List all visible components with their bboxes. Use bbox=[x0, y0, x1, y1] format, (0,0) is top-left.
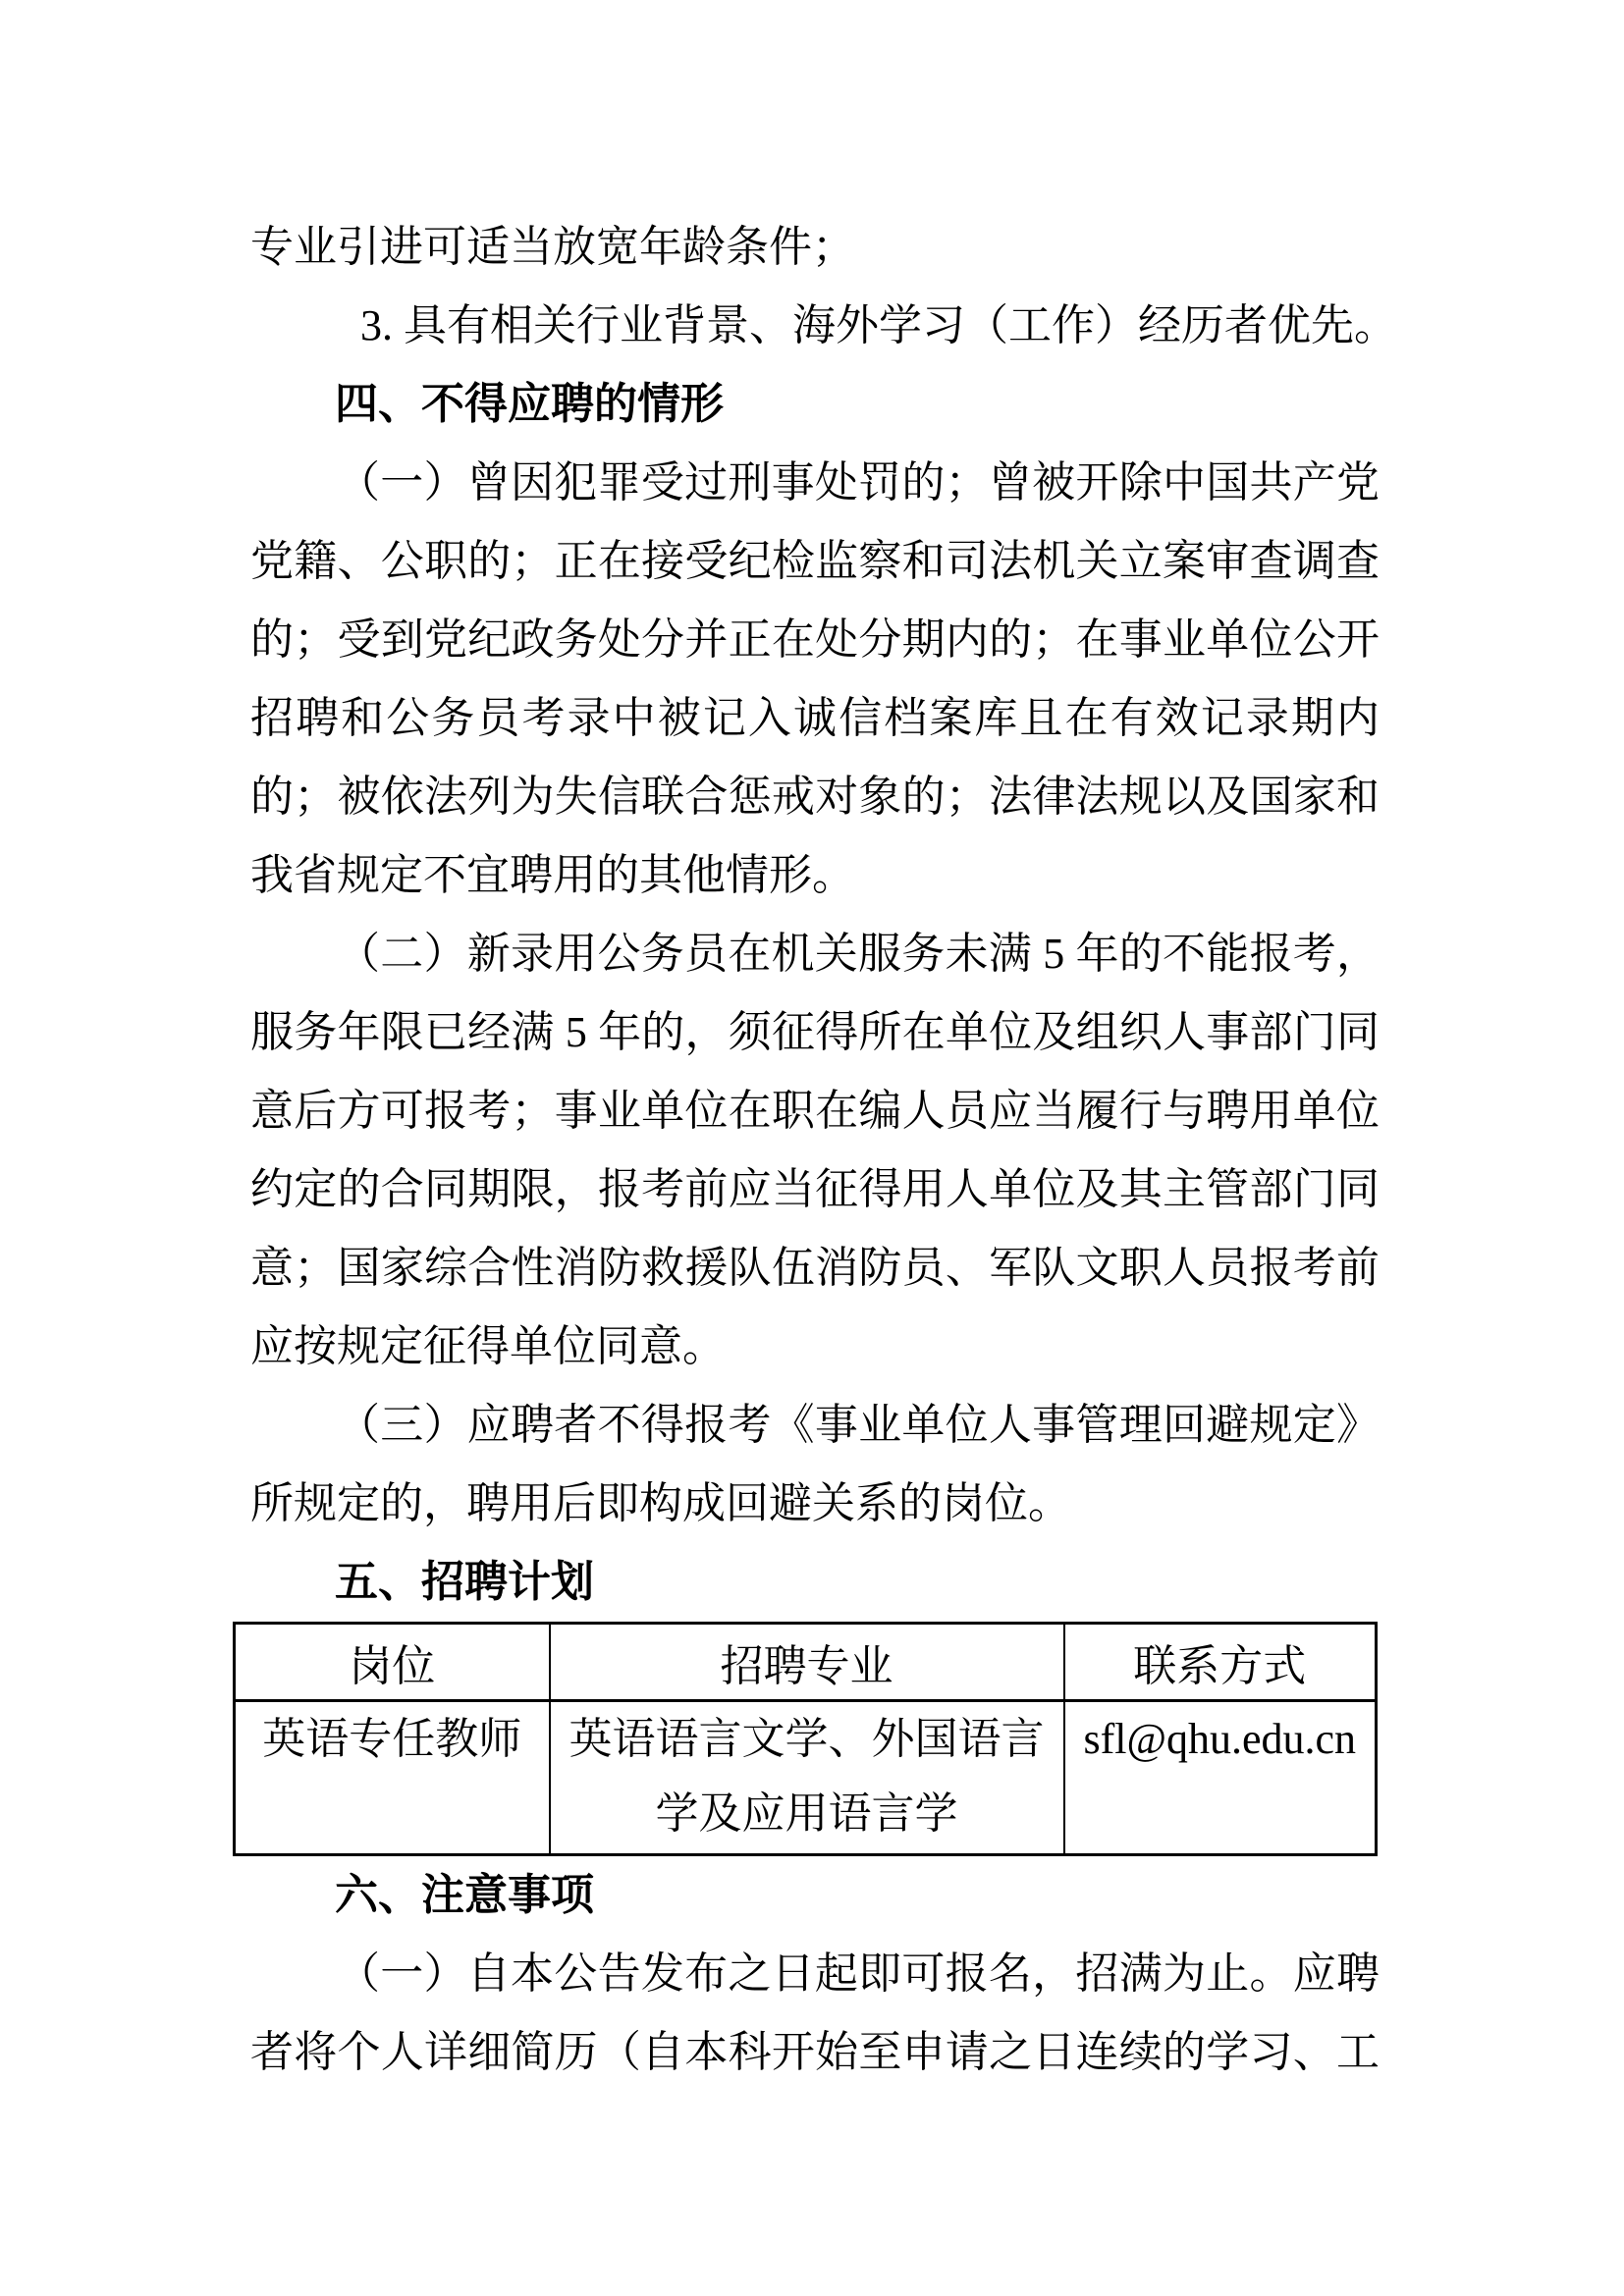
table-header-cell: 招聘专业 bbox=[550, 1624, 1064, 1701]
section-heading: 六、注意事项 bbox=[335, 1871, 594, 1919]
table-cell-line: 英语语言文学、外国语言 bbox=[568, 1715, 1045, 1763]
section-heading: 四、不得应聘的情形 bbox=[335, 380, 724, 428]
table-header-row bbox=[235, 1624, 1377, 1701]
text-line: 意后方可报考；事业单位在职在编人员应当履行与聘用单位 bbox=[250, 1087, 1380, 1135]
table-cell-contact-email bbox=[1064, 1701, 1377, 1855]
table-cell-line: sfl@qhu.edu.cn bbox=[1083, 1715, 1357, 1763]
table-header-cell: 岗位 bbox=[235, 1624, 550, 1701]
text-line: 的；受到党纪政务处分并正在处分期内的；在事业单位公开 bbox=[250, 615, 1380, 664]
text-line: 者将个人详细简历（自本科开始至申请之日连续的学习、工 bbox=[250, 2028, 1380, 2076]
text-line: 专业引进可适当放宽年龄条件； bbox=[250, 223, 855, 271]
table-row bbox=[235, 1701, 1377, 1855]
text-line: 3. 具有相关行业背景、海外学习（工作）经历者优先。 bbox=[360, 301, 1397, 349]
table-header-cell: 联系方式 bbox=[1064, 1624, 1377, 1701]
recruitment-plan-table bbox=[233, 1622, 1378, 1856]
text-line: （一）自本公告发布之日起即可报名，招满为止。应聘 bbox=[337, 1949, 1380, 1998]
text-line: 意；国家综合性消防救援队伍消防员、军队文职人员报考前 bbox=[250, 1244, 1380, 1292]
text-line: （一）曾因犯罪受过刑事处罚的；曾被开除中国共产党 bbox=[337, 458, 1380, 507]
text-line: 招聘和公务员考录中被记入诚信档案库且在有效记录期内 bbox=[250, 694, 1380, 742]
section-heading: 五、招聘计划 bbox=[335, 1558, 594, 1606]
text-line: 我省规定不宜聘用的其他情形。 bbox=[250, 851, 855, 899]
text-line: 党籍、公职的；正在接受纪检监察和司法机关立案审查调查 bbox=[250, 537, 1380, 585]
table-cell-line: 英语专任教师 bbox=[262, 1715, 522, 1763]
table-cell bbox=[235, 1701, 550, 1855]
text-line: （二）新录用公务员在机关服务未满 5 年的不能报考， bbox=[337, 930, 1380, 978]
table-cell bbox=[550, 1701, 1064, 1855]
text-line: 的；被依法列为失信联合惩戒对象的；法律法规以及国家和 bbox=[250, 773, 1380, 821]
table-cell-line: 学及应用语言学 bbox=[655, 1789, 958, 1838]
text-line: 服务年限已经满 5 年的，须征得所在单位及组织人事部门同 bbox=[250, 1008, 1380, 1056]
text-line: 约定的合同期限，报考前应当征得用人单位及其主管部门同 bbox=[250, 1165, 1380, 1213]
text-line: （三）应聘者不得报考《事业单位人事管理回避规定》 bbox=[337, 1401, 1380, 1449]
text-line: 所规定的，聘用后即构成回避关系的岗位。 bbox=[250, 1479, 1071, 1527]
text-line: 应按规定征得单位同意。 bbox=[250, 1322, 726, 1370]
